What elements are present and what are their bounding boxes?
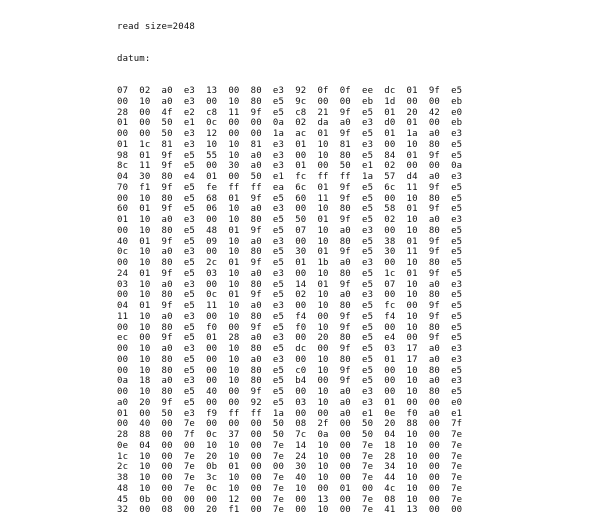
hex-row: 0a 18 a0 e3 00 10 80 e5 b4 00 9f e5 00 10 a0 e3	[117, 376, 463, 387]
hex-row: 00 10 80 e5 f0 00 9f e5 f0 10 9f e5 00 10 80 e5	[117, 322, 463, 333]
hex-row: 00 10 80 e5 00 10 a0 e3 00 10 80 e5 01 17 a0 e3	[117, 354, 463, 365]
hex-row: 00 10 80 e5 48 01 9f e5 07 10 a0 e3 00 10 80 e5	[117, 225, 463, 236]
hex-row: 01 1c 81 e3 10 10 81 e3 01 10 81 e3 00 10 80 e5	[117, 139, 463, 150]
hex-dump	[117, 86, 600, 516]
hex-row: 00 10 80 e5 2c 01 9f e5 01 1b a0 e3 00 10 80 e5	[117, 258, 463, 268]
hex-row: 0c 10 a0 e3 00 10 80 e5 30 01 9f e5 30 11 9f e5	[117, 247, 463, 258]
hex-row: 03 10 a0 e3 00 10 80 e5 14 01 9f e5 07 10 a0 e3	[117, 279, 463, 290]
hex-row: 00 10 80 e5 00 10 80 e5 c0 10 9f e5 00 10 80 e5	[117, 365, 463, 376]
hex-row: 00 10 80 e5 40 00 9f e5 00 10 a0 e3 00 10 80 e5	[117, 387, 463, 397]
hex-row: 48 10 00 7e 0c 10 00 7e 10 00 01 00 4c 10 00 7e	[117, 483, 463, 494]
hex-row: 11 10 a0 e3 00 10 80 e5 f4 00 9f e5 f4 10 9f e5	[117, 311, 463, 322]
hex-row: 04 30 80 e4 01 00 50 e1 fc ff ff 1a 57 d4 a0 e3	[117, 172, 463, 182]
hex-row: 24 01 9f e5 03 10 a0 e3 00 10 80 e5 1c 01 9f e5	[117, 268, 463, 279]
hex-row: 00 10 a0 e3 00 10 80 e5 9c 00 00 eb 1d 00 00 eb	[117, 96, 463, 107]
hex-row: a0 20 9f e5 00 00 92 e5 03 10 a0 e3 01 00 00 e0	[117, 397, 463, 408]
hex-row: 98 01 9f e5 55 10 a0 e3 00 10 80 e5 84 01 9f e5	[117, 150, 463, 161]
hex-row: 28 00 4f e2 c8 11 9f e5 c8 21 9f e5 01 20 42 e0	[117, 107, 463, 118]
hex-row: 32 00 08 00 20 f1 00 7e 00 10 00 7e 41 13 00 00	[117, 505, 463, 516]
hex-row: 00 10 80 e5 0c 01 9f e5 02 10 a0 e3 00 10 80 e5	[117, 290, 463, 301]
hex-row: 70 f1 9f e5 fe ff ff ea 6c 01 9f e5 6c 11 9f e5	[117, 182, 463, 193]
terminal-output	[117, 0, 600, 516]
hex-row: ec 00 9f e5 01 28 a0 e3 00 20 80 e5 e4 00 9f e5	[117, 333, 463, 344]
hex-row: 01 00 50 e1 0c 00 00 0a 02 da a0 e3 d0 01 00 eb	[117, 118, 463, 129]
hex-row: 0e 04 00 00 10 10 00 7e 14 10 00 7e 18 10 00 7e	[117, 440, 463, 451]
hex-row: 2c 10 00 7e 0b 01 00 00 30 10 00 7e 34 10 00 7e	[117, 462, 463, 473]
hex-row: 38 10 00 7e 3c 10 00 7e 40 10 00 7e 44 10 00 7e	[117, 473, 463, 483]
hex-row: 00 10 80 e5 68 01 9f e5 60 11 9f e5 00 10 80 e5	[117, 193, 463, 204]
datum-label: datum:	[117, 53, 151, 64]
hex-row: 01 10 a0 e3 00 10 80 e5 50 01 9f e5 02 10 a0 e3	[117, 215, 463, 225]
hex-row: 40 01 9f e5 09 10 a0 e3 00 10 80 e5 38 01 9f e5	[117, 236, 463, 247]
hex-row: 07 02 a0 e3 13 00 80 e3 92 0f 0f ee dc 01 9f e5	[117, 86, 463, 96]
hex-row: 00 40 00 7e 00 00 00 50 08 2f 00 50 20 88 00 7f	[117, 419, 463, 430]
hex-row: 00 00 50 e3 12 00 00 1a ac 01 9f e5 01 1a a0 e3	[117, 129, 463, 139]
hex-row: 04 01 9f e5 11 10 a0 e3 00 10 80 e5 fc 00 9f e5	[117, 301, 463, 311]
hex-row: 00 10 a0 e3 00 10 80 e5 dc 00 9f e5 03 17 a0 e3	[117, 344, 463, 354]
hex-row: 60 01 9f e5 06 10 a0 e3 00 10 80 e5 58 01 9f e5	[117, 204, 463, 215]
read-size-line: read size=2048	[117, 21, 195, 32]
hex-row: 8c 11 9f e5 00 30 a0 e3 01 00 50 e1 02 00 00 0a	[117, 161, 463, 172]
hex-row: 01 00 50 e3 f9 ff ff 1a 00 00 a0 e1 0e f0 a0 e1	[117, 408, 463, 419]
hex-row: 45 0b 00 00 00 12 00 7e 00 13 00 7e 08 10 00 7e	[117, 494, 463, 505]
hex-row: 1c 10 00 7e 20 10 00 7e 24 10 00 7e 28 10 00 7e	[117, 451, 463, 462]
hex-row: 28 88 00 7f 0c 37 00 50 7c 0a 00 50 04 10 00 7e	[117, 430, 463, 440]
